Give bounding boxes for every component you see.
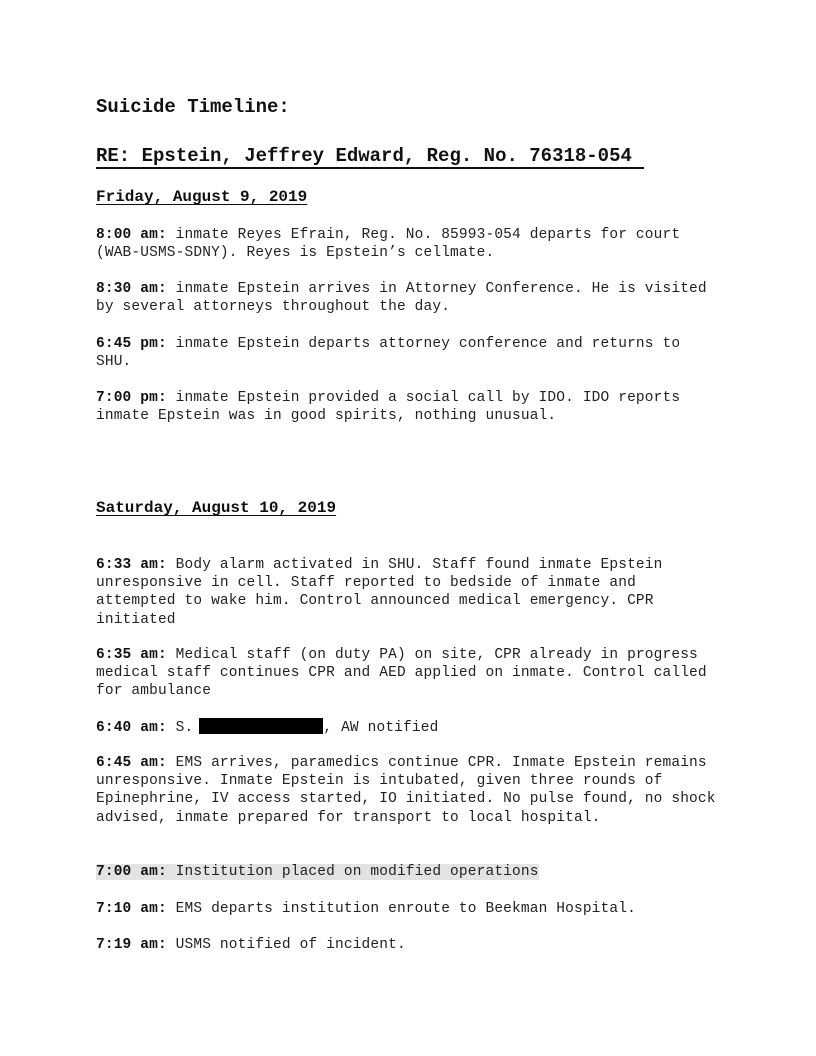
entry-text: inmate Epstein departs attorney conference and returns to SHU. bbox=[96, 336, 681, 371]
day-heading-saturday: Saturday, August 10, 2019 bbox=[96, 499, 337, 517]
timeline-entry bbox=[96, 556, 724, 629]
timeline-entry bbox=[96, 335, 724, 371]
highlight-span bbox=[96, 864, 539, 880]
entry-text: inmate Epstein arrives in Attorney Conference. He is visited by several attorneys throughout the day. bbox=[96, 281, 707, 316]
entry-text-before: S. bbox=[166, 720, 194, 736]
entry-time: 6:35 am: bbox=[96, 647, 167, 663]
entry-text: inmate Epstein provided a social call by IDO. IDO reports inmate Epstein was in good spirits, nothing unusual. bbox=[96, 390, 681, 425]
document-title: Suicide Timeline: bbox=[96, 96, 290, 118]
day-heading-friday: Friday, August 9, 2019 bbox=[96, 188, 308, 206]
entry-time: 7:10 am: bbox=[96, 901, 167, 917]
timeline-entry bbox=[96, 280, 724, 316]
entry-text: Medical staff (on duty PA) on site, CPR already in progress medical staff continues CPR and AED applied on inmate. Control called for ambulance bbox=[96, 647, 707, 700]
entry-text: EMS arrives, paramedics continue CPR. Inmate Epstein remains unresponsive. Inmate Epstein is intubated, given three rounds of Epinephrine, IV access started, IO initiated. No pulse found, no shock advised, inmate prepared for transport to local hospital. bbox=[96, 755, 716, 826]
timeline-entry-highlighted bbox=[96, 863, 724, 881]
timeline-entry bbox=[96, 226, 724, 262]
redaction-bar bbox=[199, 718, 323, 734]
entry-text-after: , AW notified bbox=[323, 720, 439, 736]
document-subject: RE: Epstein, Jeffrey Edward, Reg. No. 76318-054 bbox=[96, 145, 644, 169]
entry-time: 6:40 am: bbox=[96, 720, 167, 736]
entry-text: EMS departs institution enroute to Beekman Hospital. bbox=[166, 901, 636, 917]
entry-text: USMS notified of incident. bbox=[166, 937, 406, 953]
entry-text: Institution placed on modified operations bbox=[166, 864, 539, 880]
timeline-entry bbox=[96, 754, 724, 827]
entry-text: inmate Reyes Efrain, Reg. No. 85993-054 departs for court (WAB-USMS-SDNY). Reyes is Epstein’s cellmate. bbox=[96, 227, 681, 262]
entry-time: 8:00 am: bbox=[96, 227, 167, 243]
entry-time: 7:00 pm: bbox=[96, 390, 167, 406]
entry-time: 8:30 am: bbox=[96, 281, 167, 297]
timeline-entry bbox=[96, 646, 724, 701]
entry-time: 6:45 am: bbox=[96, 755, 167, 771]
entry-time: 7:19 am: bbox=[96, 937, 167, 953]
timeline-entry bbox=[96, 389, 724, 425]
entry-time: 6:45 pm: bbox=[96, 336, 167, 352]
timeline-entry bbox=[96, 718, 724, 737]
entry-text: Body alarm activated in SHU. Staff found inmate Epstein unresponsive in cell. Staff reported to bedside of inmate and attempted to wake him. Control announced medical emergency. CPR initiated bbox=[96, 557, 663, 628]
entry-time: 6:33 am: bbox=[96, 557, 167, 573]
timeline-entry bbox=[96, 900, 724, 918]
timeline-entry bbox=[96, 936, 724, 954]
entry-time: 7:00 am: bbox=[96, 864, 167, 880]
